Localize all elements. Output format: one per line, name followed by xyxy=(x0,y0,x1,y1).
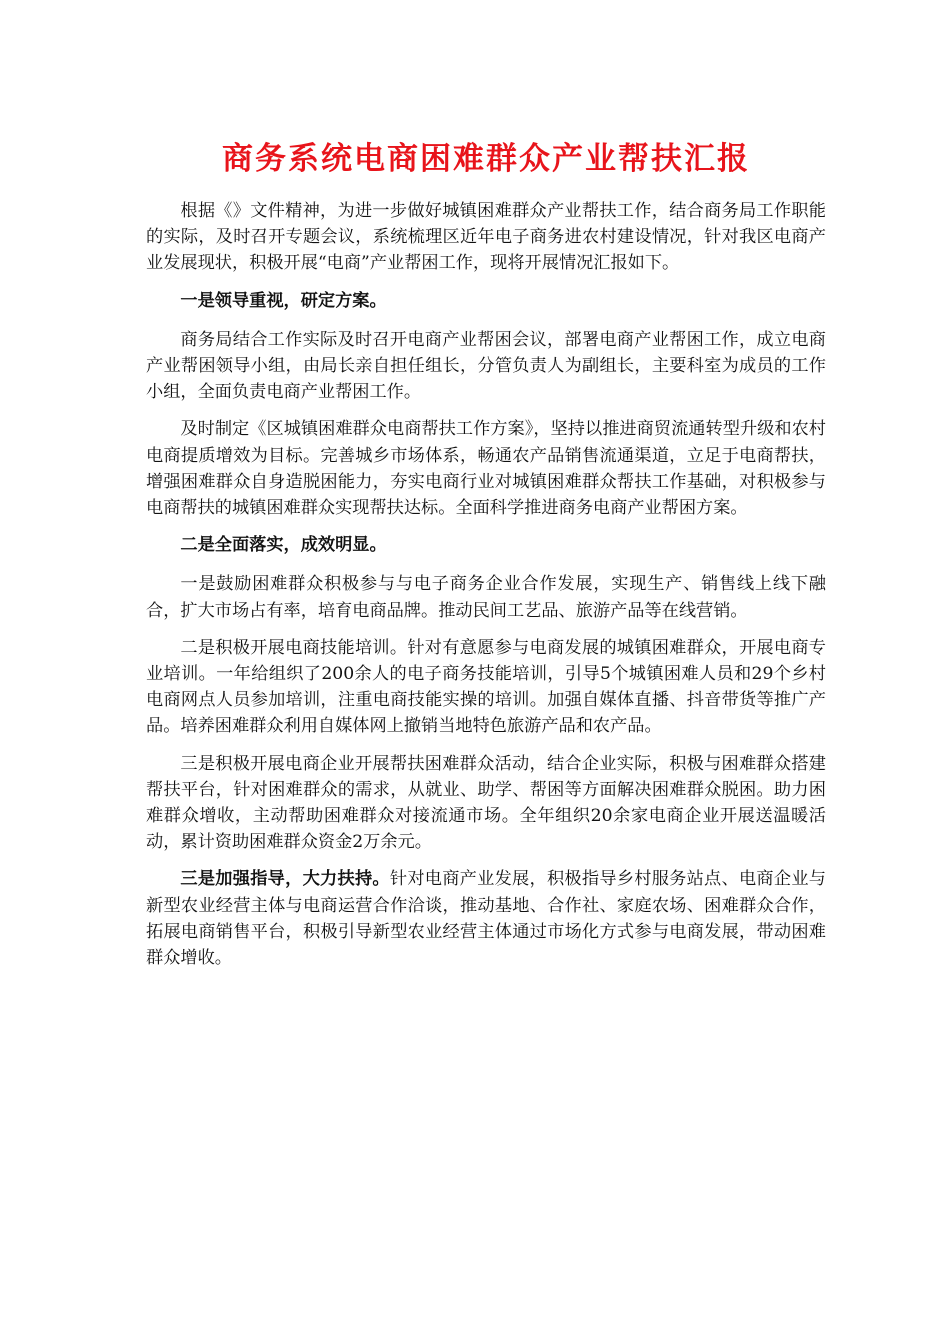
section-3-lead: 三是加强指导，大力扶持。 xyxy=(180,869,390,890)
section-2-paragraph-2: 二是积极开展电商技能培训。针对有意愿参与电商发展的城镇困难群众，开展电商专业培训。一年给组织了200余人的电子商务技能培训，引导5个城镇困难人员和29个乡村电商网点人员参加培训，注重电商技能实操的培训。加强自媒体直播、抖音带货等推广产品。培养困难群众利用自媒体网上撤销当地特色旅游产品和农产品。 xyxy=(146,637,826,737)
section-1-paragraph-2: 及时制定《区城镇困难群众电商帮扶工作方案》，坚持以推进商贸流通转型升级和农村电商提质增效为目标。完善城乡市场体系，畅通农产品销售流通渠道，立足于电商帮扶，增强困难群众自身造脱困能力，夯实电商行业对城镇困难群众帮扶工作基础，对积极参与电商帮扶的城镇困难群众实现帮扶达标。全面科学推进商务电商产业帮困方案。 xyxy=(146,419,826,519)
document-title: 商务系统电商困难群众产业帮扶汇报 xyxy=(222,141,750,177)
section-2-paragraph-3: 三是积极开展电商企业开展帮扶困难群众活动，结合企业实际，积极与困难群众搭建帮扶平台，针对困难群众的需求，从就业、助学、帮困等方面解决困难群众脱困。助力困难群众增收，主动帮助困难群众对接流通市场。全年组织20余家电商企业开展送温暖活动，累计资助困难群众资金2万余元。 xyxy=(146,753,826,853)
section-2-paragraph-1: 一是鼓励困难群众积极参与与电子商务企业合作发展，实现生产、销售线上线下融合，扩大市场占有率，培育电商品牌。推动民间工艺品、旅游产品等在线营销。 xyxy=(146,574,826,621)
section-1-heading: 一是领导重视，研定方案。 xyxy=(180,290,387,311)
section-1-paragraph-1: 商务局结合工作实际及时召开电商产业帮困会议，部署电商产业帮困工作，成立电商产业帮困领导小组，由局长亲自担任组长，分管负责人为副组长，主要科室为成员的工作小组，全面负责电商产业帮困工作。 xyxy=(146,329,826,403)
document-page xyxy=(146,134,826,982)
intro-paragraph: 根据《》文件精神，为进一步做好城镇困难群众产业帮扶工作，结合商务局工作职能的实际，及时召开专题会议，系统梳理区近年电子商务进农村建设情况，针对我区电商产业发展现状，积极开展“电商”产业帮困工作，现将开展情况汇报如下。 xyxy=(146,201,826,274)
section-3-paragraph xyxy=(146,866,826,971)
section-2-heading: 二是全面落实，成效明显。 xyxy=(180,535,387,556)
section-3-text: 针对电商产业发展，积极指导乡村服务站点、电商企业与新型农业经营主体与电商运营合作洽谈，推动基地、合作社、家庭农场、困难群众合作，拓展电商销售平台，积极引导新型农业经营主体通过市场化方式参与电商发展，带动困难群众增收。 xyxy=(146,869,826,969)
